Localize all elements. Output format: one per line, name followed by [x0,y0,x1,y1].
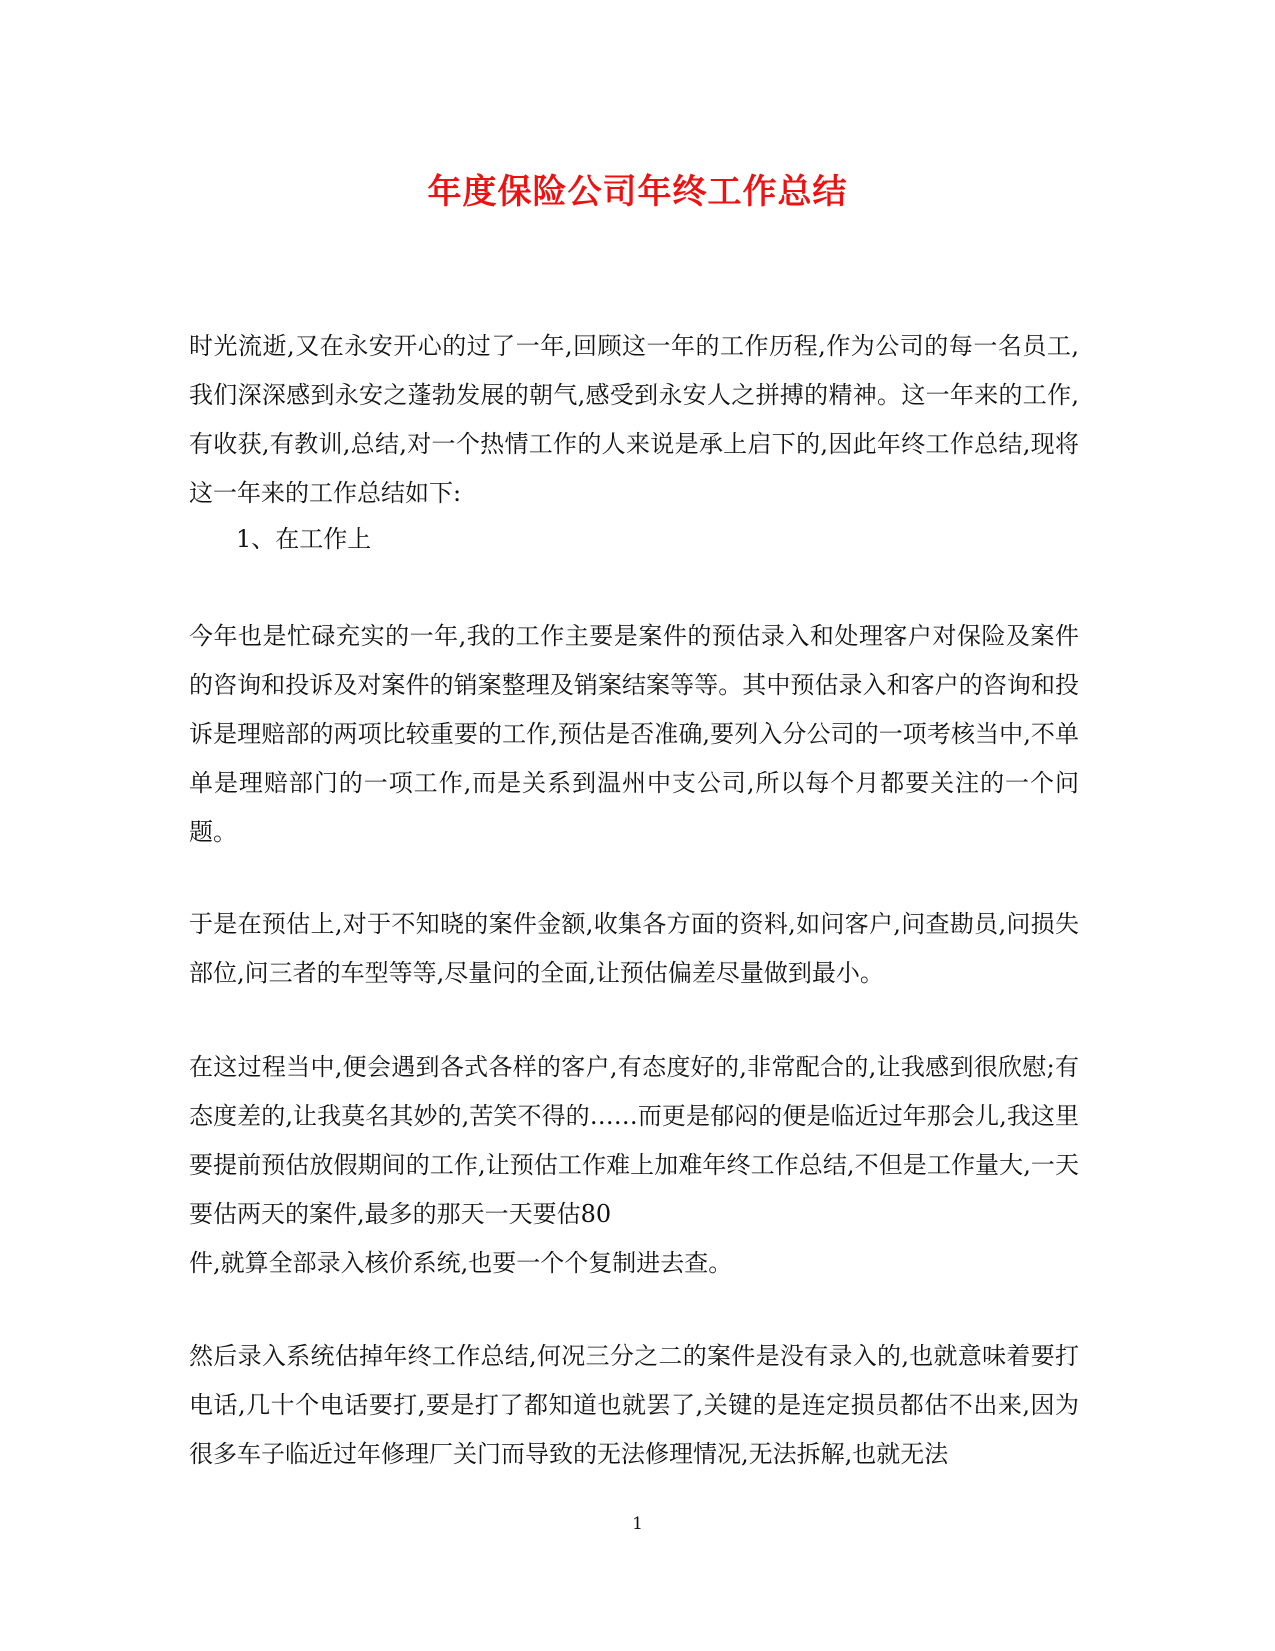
paragraph-text: 在这过程当中,便会遇到各式各样的客户,有态度好的,非常配合的,让我感到很欣慰;有态度差的,让我莫名其妙的,苦笑不得的……而更是郁闷的便是临近过年那会儿,我这里要提前预估放假期间的工作,让预估工作难上加难年终工作总结,不但是工作量大,一天要估两天的案件,最多的那天一天要估80 [189,1053,1079,1228]
paragraph-work-duties [189,612,1079,857]
paragraph-intro [189,322,1079,518]
page-number: 1 [632,1514,643,1534]
paragraph-system-entry [189,1332,1079,1479]
section-heading [189,515,1079,564]
paragraph-text: 今年也是忙碌充实的一年,我的工作主要是案件的预估录入和处理客户对保险及案件的咨询和投诉及对案件的销案整理及销案结案等等。其中预估录入和客户的咨询和投诉是理赔部的两项比较重要的工作,预估是否准确,要列入分公司的一项考核当中,不单单是理赔部门的一项工作,而是关系到温州中支公司,所以每个月都要关注的一个问题。 [189,622,1079,846]
document-title: 年度保险公司年终工作总结 [427,172,848,212]
section-heading-text: 1、在工作上 [236,525,372,553]
paragraph-text: 于是在预估上,对于不知晓的案件金额,收集各方面的资料,如问客户,问查勘员,问损失部位,问三者的车型等等,尽量问的全面,让预估偏差尽量做到最小。 [189,910,1079,987]
paragraph-customers [189,1043,1079,1288]
paragraph-text-continued: 件,就算全部录入核价系统,也要一个个复制进去查。 [189,1249,733,1277]
paragraph-estimation [189,900,1079,998]
paragraph-text: 时光流逝,又在永安开心的过了一年,回顾这一年的工作历程,作为公司的每一名员工,我们深深感到永安之蓬勃发展的朝气,感受到永安人之拼搏的精神。这一年来的工作,有收获,有教训,总结,对一个热情工作的人来说是承上启下的,因此年终工作总结,现将这一年来的工作总结如下: [189,332,1079,507]
paragraph-text: 然后录入系统估掉年终工作总结,何况三分之二的案件是没有录入的,也就意味着要打电话,几十个电话要打,要是打了都知道也就罢了,关键的是连定损员都估不出来,因为很多车子临近过年修理厂关门而导致的无法修理情况,无法拆解,也就无法 [189,1342,1079,1468]
